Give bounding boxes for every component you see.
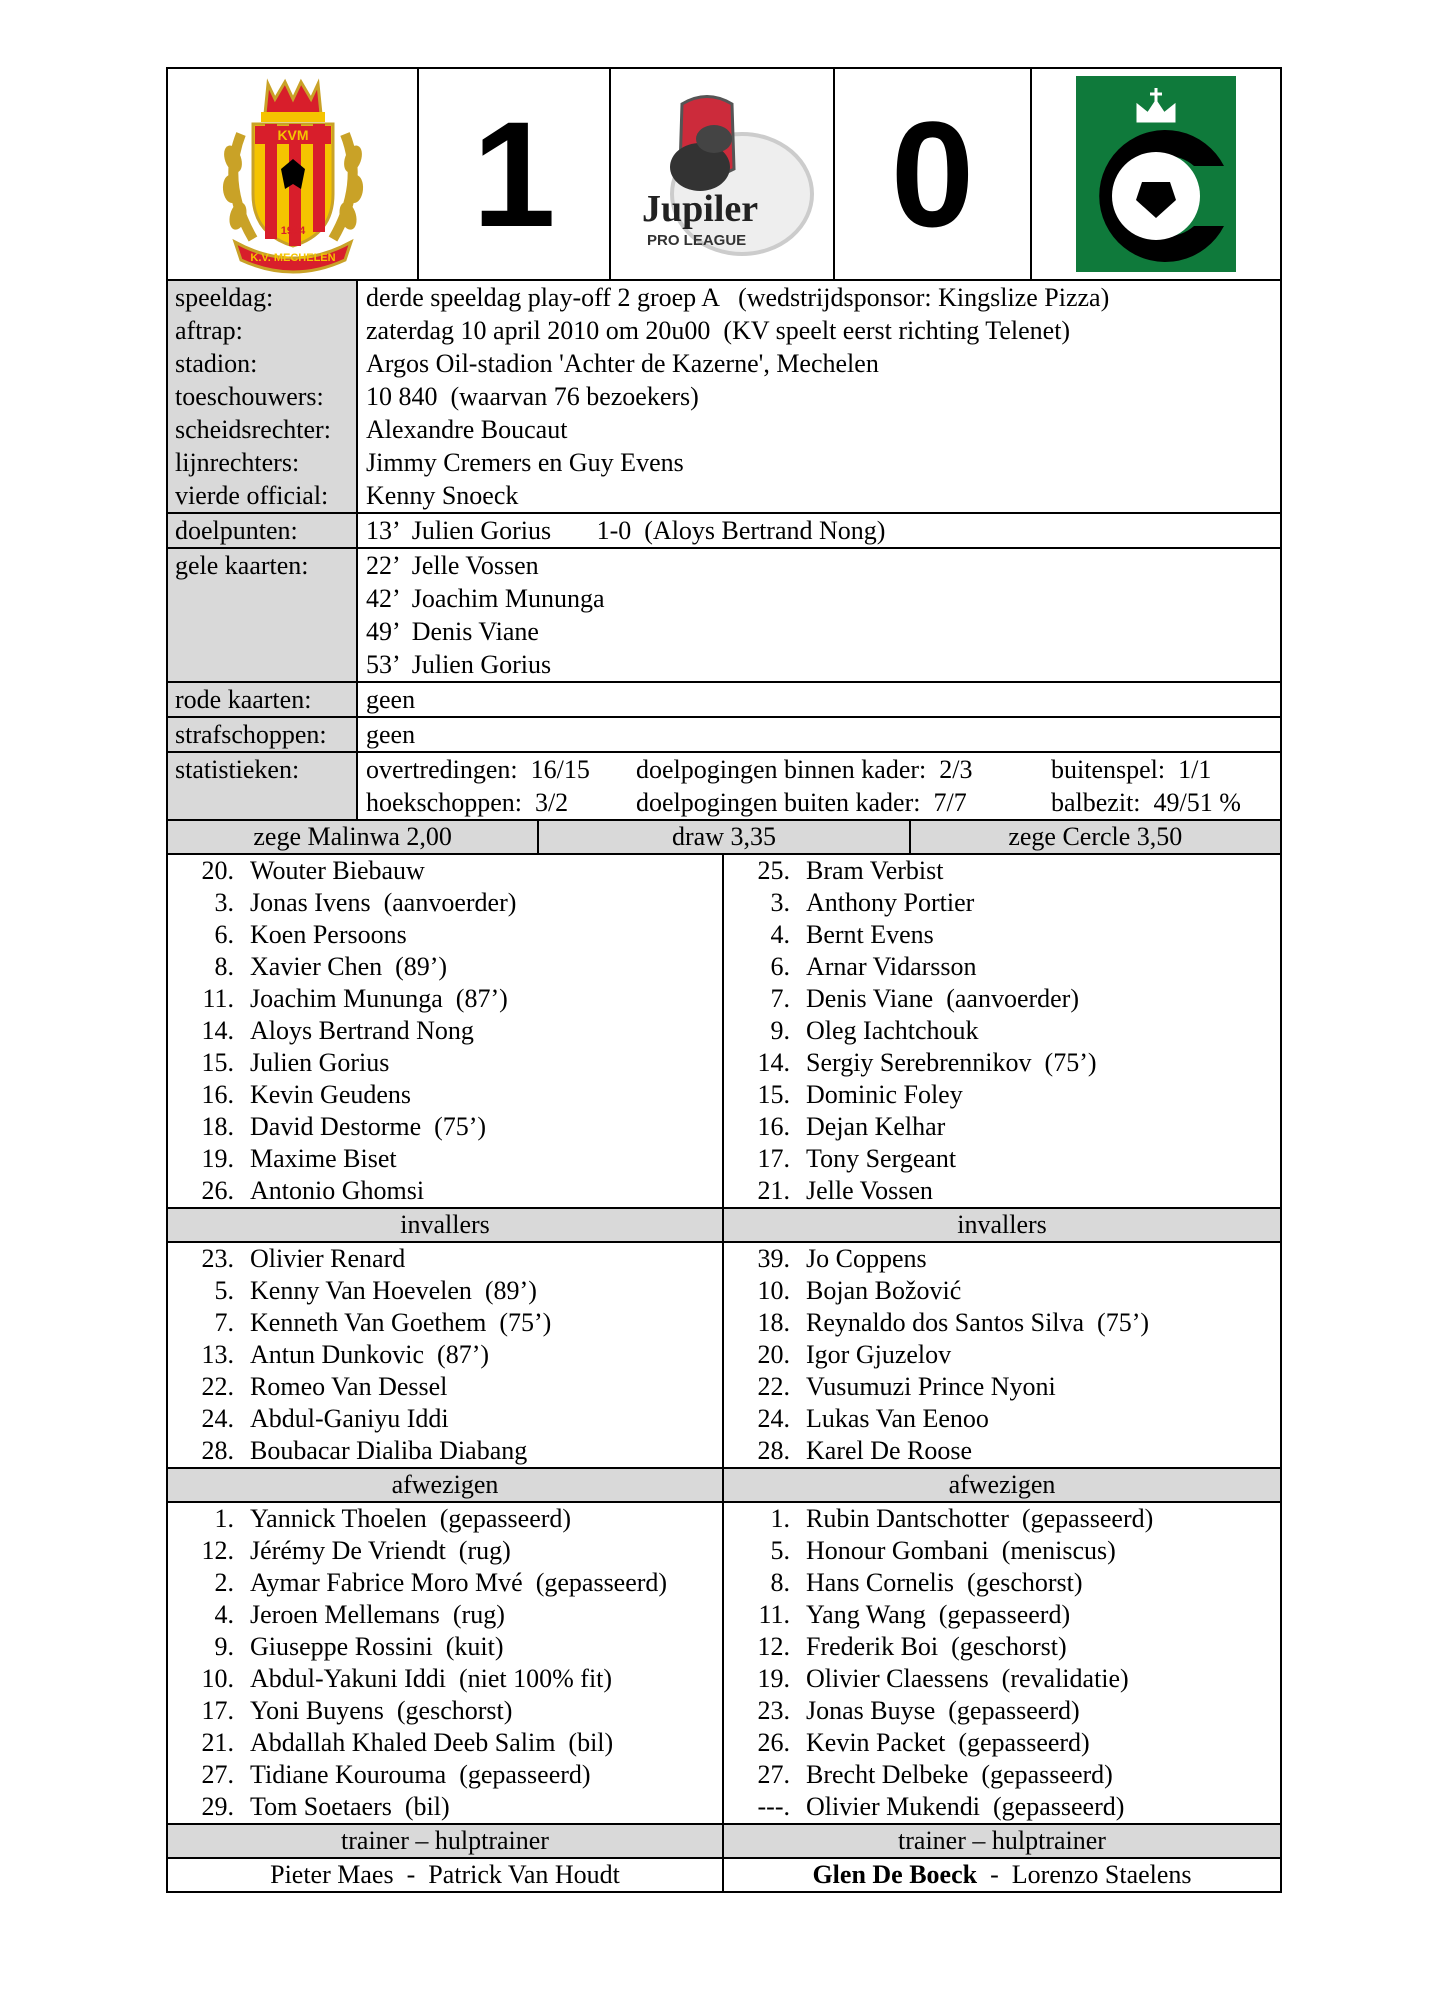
player-name: Rubin Dantschotter (gepasseerd) (806, 1504, 1154, 1533)
player-number: 10. (201, 1664, 234, 1693)
player-number: 17. (757, 1144, 790, 1173)
league-logo (611, 69, 835, 279)
player-number: 7. (214, 1308, 234, 1337)
strafschoppen-value: geen (366, 720, 416, 749)
trainer-separator: - (393, 1860, 429, 1889)
crest-initials: KVM (276, 127, 309, 143)
crest-year: 1904 (280, 225, 305, 237)
player-name: Giuseppe Rossini (kuit) (250, 1632, 504, 1661)
player-name: Sergiy Serebrennikov (75’) (806, 1048, 1097, 1077)
info-label: lijnrechters: (168, 446, 358, 479)
info-label: stadion: (168, 347, 358, 380)
player-name: Abdul-Ganiyu Iddi (250, 1404, 449, 1433)
player-row (168, 1243, 722, 1275)
player-row (724, 1435, 1280, 1467)
player-row (168, 1307, 722, 1339)
rode-kaarten-value: geen (366, 685, 416, 714)
statistieken-row (168, 753, 1280, 821)
player-row (168, 1599, 722, 1631)
player-name: Romeo Van Dessel (250, 1372, 448, 1401)
statistieken-values (358, 753, 1280, 819)
player-number: 11. (758, 1600, 790, 1629)
player-row (724, 855, 1280, 887)
player-name: Abdallah Khaled Deeb Salim (bil) (250, 1728, 614, 1757)
home-logo (168, 69, 419, 279)
player-number: 7. (770, 984, 790, 1013)
info-label: toeschouwers: (168, 380, 358, 413)
player-row (168, 919, 722, 951)
home-lineup (168, 855, 724, 1207)
player-row (724, 1727, 1280, 1759)
player-number: 9. (214, 1632, 234, 1661)
player-number: 14. (201, 1016, 234, 1045)
player-name: Jérémy De Vriendt (rug) (250, 1536, 511, 1565)
player-number: 11. (202, 984, 234, 1013)
away-absentees (724, 1503, 1280, 1823)
player-row (168, 1759, 722, 1791)
player-name: Igor Gjuzelov (806, 1340, 952, 1369)
player-row (168, 1535, 722, 1567)
league-logo-title: Jupiler (642, 188, 759, 230)
player-row (168, 1047, 722, 1079)
match-report (166, 67, 1282, 1893)
player-row (724, 1047, 1280, 1079)
player-row (168, 1435, 722, 1467)
player-number: 4. (214, 1600, 234, 1629)
stat-overtredingen: overtredingen: 16/15 (366, 755, 590, 784)
player-name: Jelle Vossen (806, 1176, 933, 1205)
home-invallers-title: invallers (168, 1209, 724, 1241)
player-name: Jo Coppens (806, 1244, 927, 1273)
player-name: Karel De Roose (806, 1436, 973, 1465)
player-number: 1. (770, 1504, 790, 1533)
player-name: Wouter Biebauw (250, 856, 425, 885)
player-name: Tom Soetaers (bil) (250, 1792, 450, 1821)
player-name: Olivier Renard (250, 1244, 406, 1273)
player-number: 10. (757, 1276, 790, 1305)
away-logo (1032, 69, 1280, 279)
player-row (724, 1307, 1280, 1339)
player-number: 28. (757, 1436, 790, 1465)
player-row (168, 1727, 722, 1759)
home-score: 1 (472, 90, 556, 258)
player-row (168, 1143, 722, 1175)
player-number: 29. (201, 1792, 234, 1821)
player-number: 22. (757, 1372, 790, 1401)
player-row (168, 1695, 722, 1727)
away-afwezigen-title: afwezigen (948, 1470, 1056, 1499)
player-name: Dominic Foley (806, 1080, 963, 1109)
trainer-header (168, 1825, 1280, 1859)
player-number: 21. (757, 1176, 790, 1205)
info-value: zaterdag 10 april 2010 om 20u00 (KV speelt eerst richting Telenet) (366, 316, 1071, 345)
player-number: 14. (757, 1048, 790, 1077)
player-row (724, 1403, 1280, 1435)
odds-row (168, 821, 1280, 855)
home-score-cell (419, 69, 611, 279)
trainers (168, 1859, 1280, 1891)
player-number: 8. (770, 1568, 790, 1597)
away-score-cell (835, 69, 1032, 279)
match-info (168, 281, 1280, 514)
player-name: Tidiane Kourouma (gepasseerd) (250, 1760, 591, 1789)
jupiler-pro-league-logo-icon (622, 79, 822, 269)
player-number: 19. (201, 1144, 234, 1173)
player-row (724, 1599, 1280, 1631)
player-row (168, 983, 722, 1015)
player-row (724, 1631, 1280, 1663)
home-trainers (168, 1859, 724, 1891)
player-number: 24. (201, 1404, 234, 1433)
player-name: Kevin Packet (gepasseerd) (806, 1728, 1090, 1757)
player-name: Jonas Buyse (gepasseerd) (806, 1696, 1080, 1725)
afwezigen-header (168, 1469, 1280, 1503)
player-name: Joachim Mununga (87’) (250, 984, 508, 1013)
gele-kaarten-row (168, 549, 1280, 683)
player-row (168, 1503, 722, 1535)
player-number: 1. (214, 1504, 234, 1533)
player-row (168, 1111, 722, 1143)
player-number: 5. (770, 1536, 790, 1565)
player-number: 23. (757, 1696, 790, 1725)
player-name: Yang Wang (gepasseerd) (806, 1600, 1071, 1629)
away-invallers-title: invallers (957, 1210, 1047, 1239)
away-head-coach: Glen De Boeck (812, 1860, 978, 1889)
info-row (168, 281, 1280, 314)
player-name: Bernt Evens (806, 920, 934, 949)
player-name: Antonio Ghomsi (250, 1176, 425, 1205)
player-name: Koen Persoons (250, 920, 407, 949)
home-assistant-coach: Patrick Van Houdt (428, 1860, 620, 1889)
player-row (168, 1079, 722, 1111)
player-row (724, 1759, 1280, 1791)
player-number: 9. (770, 1016, 790, 1045)
home-substitutes (168, 1243, 724, 1467)
player-row (724, 1791, 1280, 1823)
player-row (168, 855, 722, 887)
player-row (724, 951, 1280, 983)
gele-kaarten-label: gele kaarten: (168, 549, 358, 681)
player-name: Jeroen Mellemans (rug) (250, 1600, 505, 1629)
player-row (724, 1503, 1280, 1535)
player-number: 28. (201, 1436, 234, 1465)
player-name: Boubacar Dialiba Diabang (250, 1436, 528, 1465)
player-row (724, 1111, 1280, 1143)
doelpunten-row (168, 514, 1280, 549)
player-row (168, 1403, 722, 1435)
info-row (168, 413, 1280, 446)
info-value: derde speeldag play-off 2 groep A (wedstrijdsponsor: Kingslize Pizza) (366, 283, 1110, 312)
player-row (168, 1567, 722, 1599)
player-name: Bram Verbist (806, 856, 944, 885)
player-number: 27. (757, 1760, 790, 1789)
player-name: Anthony Portier (806, 888, 975, 917)
player-row (724, 1371, 1280, 1403)
player-row (724, 1015, 1280, 1047)
invallers-header (168, 1209, 1280, 1243)
player-number: 3. (214, 888, 234, 917)
doelpunten-value: 13’ Julien Gorius 1-0 (Aloys Bertrand Nong) (366, 516, 886, 545)
odds-draw: draw 3,35 (539, 821, 910, 853)
away-trainer-title: trainer – hulptrainer (898, 1826, 1106, 1855)
yellow-card-entry: 42’ Joachim Mununga (366, 584, 605, 613)
player-number: ---. (757, 1792, 790, 1821)
info-label: scheidsrechter: (168, 413, 358, 446)
player-number: 16. (757, 1112, 790, 1141)
stat-hoekschoppen: hoekschoppen: 3/2 (366, 788, 569, 817)
info-row (168, 380, 1280, 413)
player-name: Julien Gorius (250, 1048, 390, 1077)
home-trainer-title: trainer – hulptrainer (168, 1825, 724, 1857)
player-name: Kenneth Van Goethem (75’) (250, 1308, 552, 1337)
player-row (724, 919, 1280, 951)
player-name: Reynaldo dos Santos Silva (75’) (806, 1308, 1150, 1337)
player-name: Vusumuzi Prince Nyoni (806, 1372, 1056, 1401)
player-name: Xavier Chen (89’) (250, 952, 448, 981)
player-name: Olivier Claessens (revalidatie) (806, 1664, 1129, 1693)
player-name: Brecht Delbeke (gepasseerd) (806, 1760, 1113, 1789)
player-number: 39. (757, 1244, 790, 1273)
score-header (168, 69, 1280, 281)
info-value: 10 840 (waarvan 76 bezoekers) (366, 382, 699, 411)
player-number: 2. (214, 1568, 234, 1597)
rode-kaarten-row (168, 683, 1280, 718)
player-name: Lukas Van Eenoo (806, 1404, 989, 1433)
odds-away: zege Cercle 3,50 (1008, 822, 1183, 851)
away-score: 0 (890, 90, 975, 258)
player-name: Arnar Vidarsson (806, 952, 977, 981)
player-name: Aloys Bertrand Nong (250, 1016, 474, 1045)
player-number: 15. (757, 1080, 790, 1109)
away-lineup (724, 855, 1280, 1207)
crest-name: K.V. MECHELEN (249, 252, 336, 264)
info-row (168, 347, 1280, 380)
rode-kaarten-label: rode kaarten: (168, 683, 358, 716)
player-name: Yoni Buyens (geschorst) (250, 1696, 513, 1725)
player-number: 23. (201, 1244, 234, 1273)
player-name: Maxime Biset (250, 1144, 397, 1173)
strafschoppen-label: strafschoppen: (168, 718, 358, 751)
player-row (168, 1371, 722, 1403)
player-name: Oleg Iachtchouk (806, 1016, 979, 1045)
player-number: 15. (201, 1048, 234, 1077)
player-name: Frederik Boi (geschorst) (806, 1632, 1067, 1661)
info-label: vierde official: (168, 479, 358, 512)
player-name: Denis Viane (aanvoerder) (806, 984, 1079, 1013)
player-row (724, 1535, 1280, 1567)
stat-buitenspel: buitenspel: 1/1 (1051, 755, 1212, 784)
player-number: 13. (201, 1340, 234, 1369)
yellow-card-entry: 22’ Jelle Vossen (366, 551, 539, 580)
player-name: Antun Dunkovic (87’) (250, 1340, 490, 1369)
lineups (168, 855, 1280, 1209)
player-number: 3. (770, 888, 790, 917)
strafschoppen-row (168, 718, 1280, 753)
player-row (168, 1663, 722, 1695)
info-row (168, 446, 1280, 479)
player-row (724, 1339, 1280, 1371)
stat-binnen-kader: doelpogingen binnen kader: 2/3 (636, 755, 973, 784)
player-row (168, 1275, 722, 1307)
player-number: 4. (770, 920, 790, 949)
gele-kaarten-list (358, 549, 1280, 681)
player-row (724, 1175, 1280, 1207)
player-name: Abdul-Yakuni Iddi (niet 100% fit) (250, 1664, 613, 1693)
info-value: Jimmy Cremers en Guy Evens (366, 448, 684, 477)
stat-row-2 (366, 786, 1280, 819)
home-head-coach: Pieter Maes (270, 1860, 394, 1889)
player-row (724, 1079, 1280, 1111)
player-name: Honour Gombani (meniscus) (806, 1536, 1116, 1565)
player-row (168, 1175, 722, 1207)
substitutes (168, 1243, 1280, 1469)
player-number: 17. (201, 1696, 234, 1725)
player-number: 24. (757, 1404, 790, 1433)
player-name: Olivier Mukendi (gepasseerd) (806, 1792, 1125, 1821)
odds-home: zege Malinwa 2,00 (168, 821, 539, 853)
league-logo-subtitle: PRO LEAGUE (647, 232, 747, 249)
player-row (724, 1695, 1280, 1727)
player-number: 12. (201, 1536, 234, 1565)
info-label: speeldag: (168, 281, 358, 314)
statistieken-label: statistieken: (168, 753, 358, 819)
player-number: 20. (201, 856, 234, 885)
yellow-card-entry: 53’ Julien Gorius (366, 650, 552, 679)
info-value: Alexandre Boucaut (366, 415, 568, 444)
player-number: 19. (757, 1664, 790, 1693)
player-name: Yannick Thoelen (gepasseerd) (250, 1504, 572, 1533)
player-number: 12. (757, 1632, 790, 1661)
yellow-card-entry: 49’ Denis Viane (366, 617, 539, 646)
stat-row-1 (366, 753, 1280, 786)
player-row (724, 1567, 1280, 1599)
player-number: 16. (201, 1080, 234, 1109)
info-label: aftrap: (168, 314, 358, 347)
player-row (168, 887, 722, 919)
player-row (724, 1243, 1280, 1275)
info-row (168, 314, 1280, 347)
absentees (168, 1503, 1280, 1825)
cercle-brugge-crest-icon (1076, 76, 1236, 272)
player-number: 27. (201, 1760, 234, 1789)
player-name: Kevin Geudens (250, 1080, 412, 1109)
player-row (168, 1015, 722, 1047)
player-row (724, 1275, 1280, 1307)
info-row (168, 479, 1280, 514)
player-row (168, 1791, 722, 1823)
trainer-separator: - (977, 1860, 1012, 1889)
player-row (724, 887, 1280, 919)
player-row (724, 983, 1280, 1015)
player-name: Hans Cornelis (geschorst) (806, 1568, 1083, 1597)
player-number: 21. (201, 1728, 234, 1757)
player-number: 5. (214, 1276, 234, 1305)
player-number: 8. (214, 952, 234, 981)
player-name: Aymar Fabrice Moro Mvé (gepasseerd) (250, 1568, 668, 1597)
doelpunten-label: doelpunten: (168, 514, 358, 547)
player-number: 22. (201, 1372, 234, 1401)
player-row (168, 1339, 722, 1371)
info-value: Argos Oil-stadion 'Achter de Kazerne', Mechelen (366, 349, 879, 378)
stat-buiten-kader: doelpogingen buiten kader: 7/7 (636, 788, 967, 817)
player-row (724, 1663, 1280, 1695)
stat-balbezit: balbezit: 49/51 % (1051, 788, 1241, 817)
player-number: 6. (770, 952, 790, 981)
home-absentees (168, 1503, 724, 1823)
player-number: 18. (757, 1308, 790, 1337)
player-name: Jonas Ivens (aanvoerder) (250, 888, 517, 917)
kv-mechelen-crest-icon (213, 74, 373, 274)
player-number: 25. (757, 856, 790, 885)
player-row (168, 951, 722, 983)
away-substitutes (724, 1243, 1280, 1467)
player-number: 20. (757, 1340, 790, 1369)
player-row (724, 1143, 1280, 1175)
player-row (168, 1631, 722, 1663)
player-name: Tony Sergeant (806, 1144, 957, 1173)
player-name: Kenny Van Hoevelen (89’) (250, 1276, 537, 1305)
away-trainers (724, 1859, 1280, 1891)
player-number: 18. (201, 1112, 234, 1141)
player-name: Dejan Kelhar (806, 1112, 946, 1141)
away-assistant-coach: Lorenzo Staelens (1011, 1860, 1192, 1889)
player-number: 26. (201, 1176, 234, 1205)
home-afwezigen-title: afwezigen (168, 1469, 724, 1501)
info-value: Kenny Snoeck (366, 481, 519, 510)
player-name: Bojan Božović (806, 1276, 962, 1305)
player-name: David Destorme (75’) (250, 1112, 487, 1141)
player-number: 6. (214, 920, 234, 949)
player-number: 26. (757, 1728, 790, 1757)
